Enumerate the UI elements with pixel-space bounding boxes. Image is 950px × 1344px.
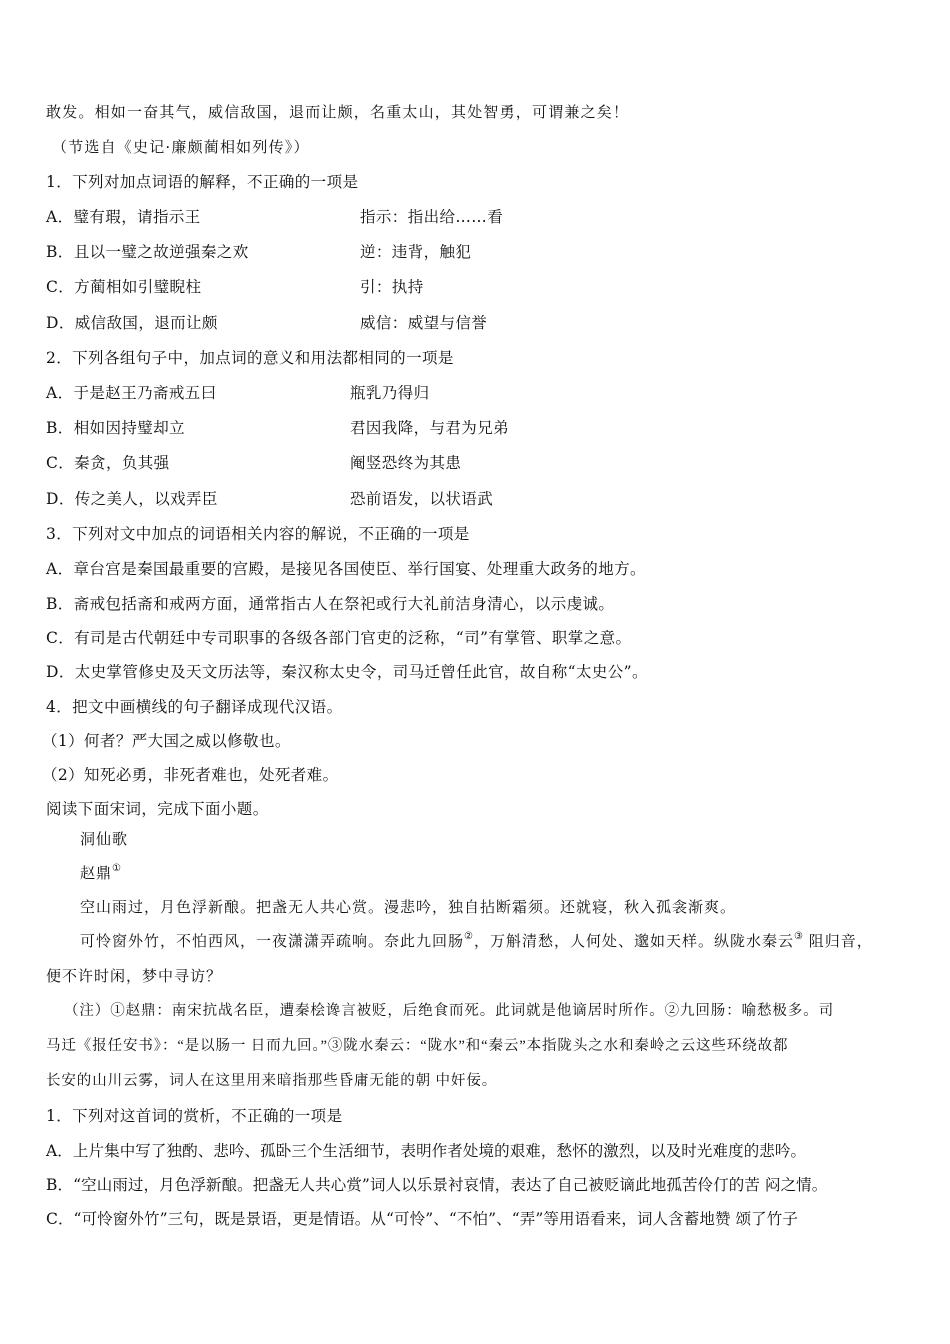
poem-note-3: 长安的山川云雾，词人在这里用来暗指那些昏庸无能的朝 中奸佞。: [46, 1073, 498, 1089]
q1-option-a-left: A．璧有瑕，请指示王: [46, 208, 201, 226]
poem-note-mark-3: ③: [794, 931, 804, 942]
pq1-option-a: A．上片集中写了独酌、悲吟、孤卧三个生活细节，表明作者处境的艰难，愁怀的激烈，以及时光难度的悲吟。: [46, 1142, 807, 1160]
poem-author-note-mark: ①: [112, 863, 122, 874]
passage-end-line: 敢发。相如一奋其气，威信敌国，退而让颇，名重太山，其处智勇，可谓兼之矣！: [46, 103, 630, 121]
q1-option-c-right: 引：执持: [360, 278, 424, 296]
poem-line-1: 空山雨过，月色浮新酿。把盏无人共心赏。漫悲吟，独自拈断霜须。还就寝，秋入孤衾渐爽。: [80, 900, 737, 916]
q1-stem: 1．下列对加点词语的解释，不正确的一项是: [46, 173, 359, 191]
q3-stem: 3．下列对文中加点的词语相关内容的解说，不正确的一项是: [46, 525, 470, 543]
q2-option-b: [46, 418, 510, 438]
poem-line-2: [80, 932, 873, 952]
poem-author-name: 赵鼎: [80, 866, 113, 882]
q3-option-d: D．太史掌管修史及天文历法等，秦汉称太史令，司马迁曾任此官，故自称“太史公”。: [46, 663, 648, 681]
q4-stem: 4．把文中画横线的句子翻译成现代汉语。: [46, 698, 343, 716]
q1-option-d: [46, 313, 488, 333]
q1-option-c: [46, 277, 424, 297]
q2-option-d-left: D．传之美人，以戏弄臣: [46, 490, 218, 508]
q2-option-a: [46, 383, 430, 403]
q1-option-b-left: B．且以一璧之故逆强秦之欢: [46, 243, 249, 261]
q3-option-c: C．有司是古代朝廷中专司职事的各级各部门官吏的泛称，“司”有掌管、职掌之意。: [46, 629, 632, 647]
q1-option-d-right: 威信：威望与信誉: [360, 314, 488, 332]
q1-option-b: [46, 242, 472, 262]
pq1-option-b: B．“空山雨过，月色浮新酿。把盏无人共心赏”词人以乐景衬哀情，表达了自己被贬谪此地孤苦伶仃的苦 闷之情。: [46, 1176, 828, 1194]
pq1-stem: 1．下列对这首词的赏析，不正确的一项是: [46, 1107, 343, 1125]
poem-title: 洞仙歌: [80, 832, 129, 848]
q2-option-d-right: 恐前语发，以状语武: [350, 490, 494, 508]
q4-item-2: （2）知死必勇，非死者难也，处死者难。: [42, 766, 339, 784]
q1-option-a: [46, 207, 504, 227]
poem-line-2-part-a: 可怜窗外竹，不怕西风，一夜潇潇弄疏响。奈此九回肠: [80, 934, 465, 950]
q2-option-d: [46, 489, 494, 509]
q2-option-c-left: C．秦贪，负其强: [46, 454, 170, 472]
q1-option-a-right: 指示：指出给……看: [360, 208, 504, 226]
q2-option-c-right: 阉竖恐终为其患: [350, 454, 462, 472]
q2-option-a-right: 瓶乳乃得归: [350, 384, 430, 402]
poem-note-1: （注）①赵鼎：南宋抗战名臣，遭秦桧谗言被贬，后绝食而死。此词就是他谪居时所作。②九回肠：喻愁极多。司: [64, 1003, 834, 1019]
poem-line-3: 便不许时闲，梦中寻访？: [46, 969, 223, 985]
poem-note-2: 马迁《报任安书》：“是以肠一 日而九回。”③陇水秦云：“陇水”和“秦云”本指陇头之水和秦岭之云这些环绕故都: [46, 1038, 789, 1054]
q2-option-a-left: A．于是赵王乃斋戒五曰: [46, 384, 217, 402]
q4-item-1: （1）何者？严大国之威以修敬也。: [42, 732, 291, 750]
poem-line-2-part-c: 阻归音，: [803, 934, 873, 950]
passage-source: （节选自《史记·廉颇蔺相如列传》）: [52, 138, 310, 156]
q3-option-a: A．章台宫是秦国最重要的宫殿，是接见各国使臣、举行国宴、处理重大政务的地方。: [46, 560, 646, 578]
q2-option-c: [46, 453, 462, 473]
q2-option-b-right: 君因我降，与君为兄弟: [350, 419, 510, 437]
q1-option-c-left: C．方蔺相如引璧睨柱: [46, 278, 202, 296]
pq1-option-c: C．“可怜窗外竹”三句，既是景语，更是情语。从“可怜”、“不怕”、“弄”等用语看来，词人含蓄地赞 颂了竹子: [46, 1210, 798, 1228]
poem-line-2-part-b: ，万斛清愁，人何处、邈如天样。纵陇水秦云: [473, 934, 794, 950]
q3-option-b: B．斋戒包括斋和戒两方面，通常指古人在祭祀或行大礼前洁身清心，以示虔诚。: [46, 595, 615, 613]
poem-author: [80, 864, 122, 884]
q1-option-d-left: D．威信敌国，退而让颇: [46, 314, 218, 332]
q2-option-b-left: B．相如因持璧却立: [46, 419, 185, 437]
poem-intro: 阅读下面宋词，完成下面小题。: [46, 800, 269, 818]
q1-option-b-right: 逆：违背，触犯: [360, 243, 472, 261]
q2-stem: 2．下列各组句子中，加点词的意义和用法都相同的一项是: [46, 349, 454, 367]
poem-note-mark-2: ②: [464, 931, 474, 942]
